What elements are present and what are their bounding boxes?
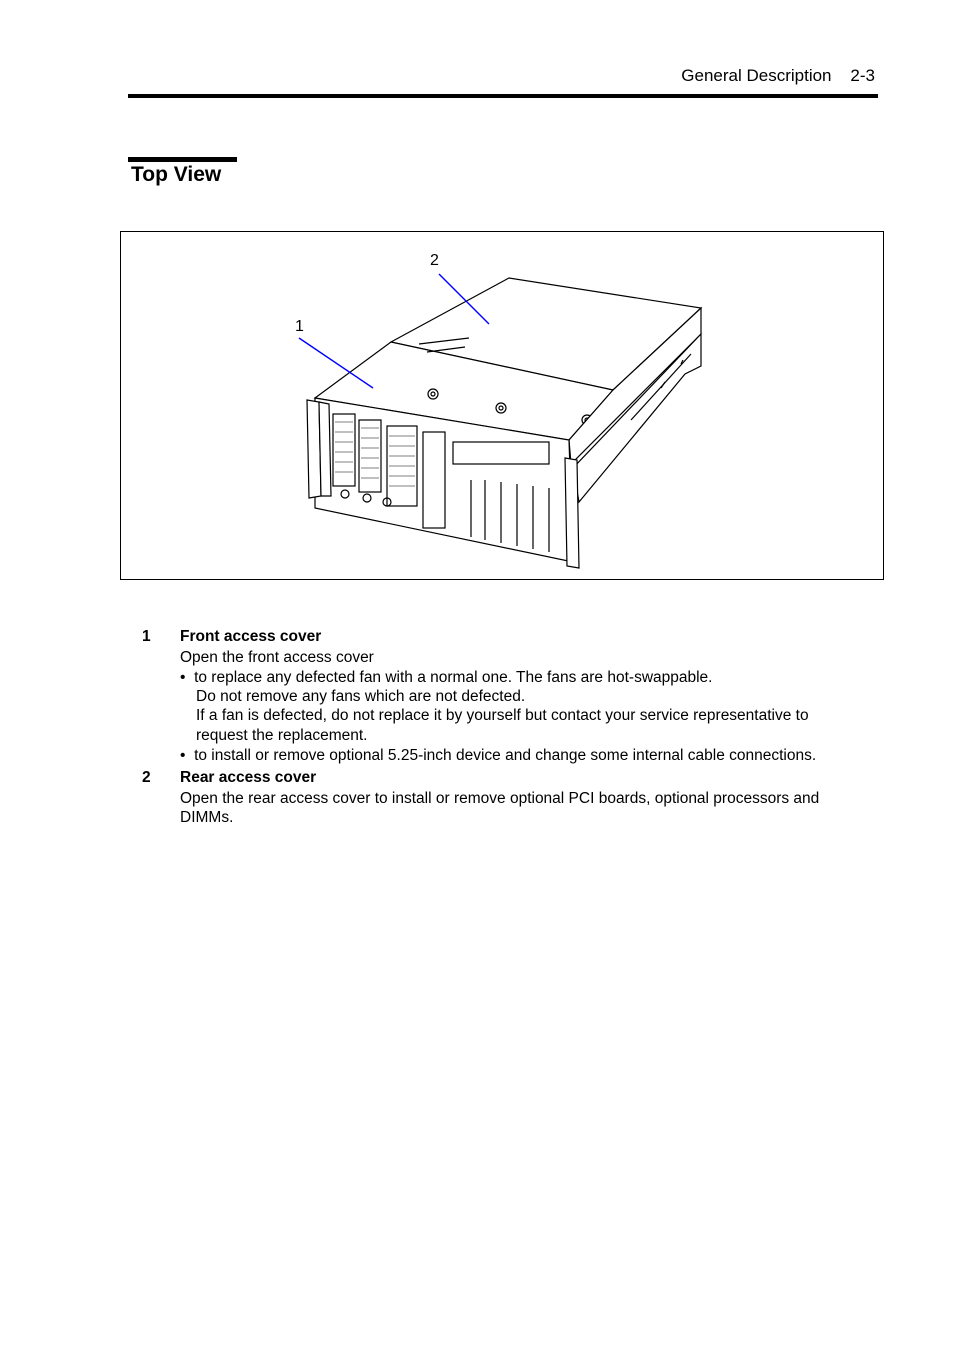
item-1-bullet-1 — [180, 668, 713, 688]
item-2-text-2: DIMMs. — [180, 809, 234, 826]
callout-2-label: 2 — [430, 252, 439, 269]
item-1-bullet-1-cont-3: request the replacement. — [196, 727, 368, 744]
item-2-number: 2 — [142, 769, 151, 786]
item-1-number: 1 — [142, 628, 151, 645]
item-1-intro: Open the front access cover — [180, 649, 374, 666]
header-page-number: 2-3 — [850, 66, 875, 85]
callout-1-label: 1 — [295, 318, 304, 335]
server-top-view-figure — [120, 231, 884, 580]
bullet-text: to replace any defected fan with a normal one. The fans are hot-swappable. — [194, 669, 713, 686]
item-1-bullet-1-cont-1: Do not remove any fans which are not defected. — [196, 688, 526, 705]
header-section: General Description — [681, 66, 832, 85]
section-title-bar — [128, 157, 237, 162]
item-2-text-1: Open the rear access cover to install or remove optional PCI boards, optional processors and — [180, 790, 820, 807]
section-title: Top View — [131, 163, 222, 186]
bullet-mark: • — [180, 669, 186, 686]
bullet-mark: • — [180, 747, 186, 764]
server-illustration — [121, 232, 885, 581]
bullet-text: to install or remove optional 5.25-inch device and change some internal cable connections. — [194, 747, 817, 764]
item-1-bullet-2 — [180, 746, 816, 766]
running-header — [681, 66, 875, 86]
header-rule — [128, 94, 878, 98]
item-1-title: Front access cover — [180, 628, 322, 645]
item-2-title: Rear access cover — [180, 769, 317, 786]
item-1-bullet-1-cont-2: If a fan is defected, do not replace it by yourself but contact your service representative to — [196, 707, 809, 724]
